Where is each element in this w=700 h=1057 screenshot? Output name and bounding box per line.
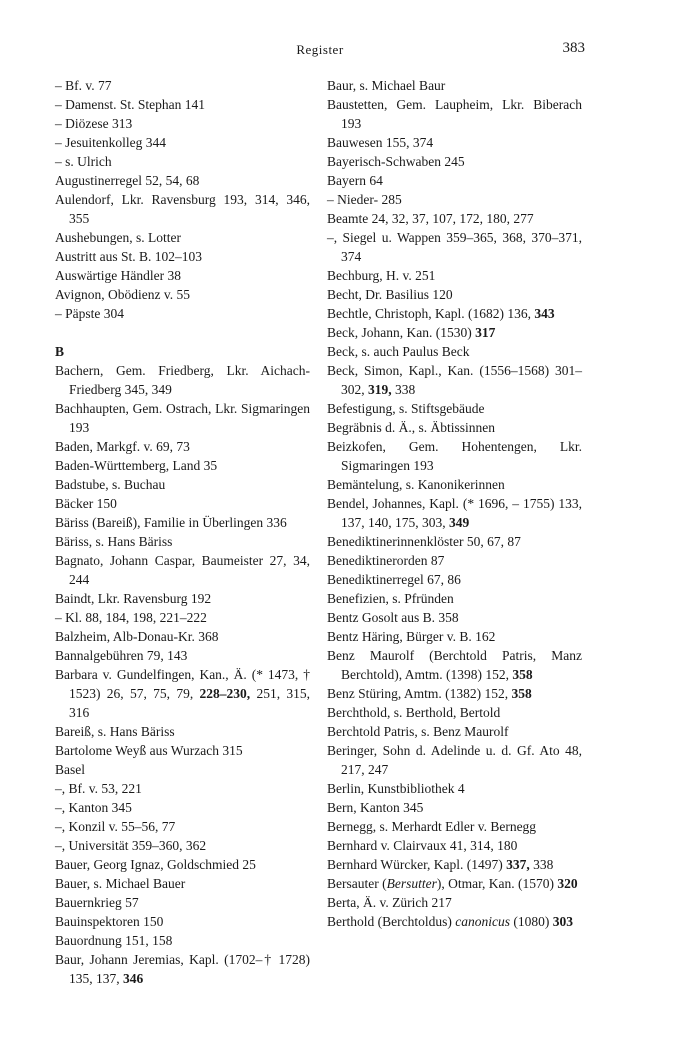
index-entry: Aulendorf, Lkr. Ravensburg 193, 314, 346, 355 xyxy=(55,192,310,226)
index-entry: Benz Maurolf (Berchtold Patris, Manz Berchtold), Amtm. (1398) 152, 358 xyxy=(327,648,582,682)
index-entry: Berchthold, s. Berthold, Bertold xyxy=(327,705,501,720)
index-entry: Beizkofen, Gem. Hohentengen, Lkr. Sigmaringen 193 xyxy=(327,439,582,473)
index-entry: Bartolome Weyß aus Wurzach 315 xyxy=(55,743,243,758)
index-entry: Benediktinerorden 87 xyxy=(327,553,445,568)
index-entry: Baur, Johann Jeremias, Kapl. (1702–† 1728) 135, 137, 346 xyxy=(55,952,310,986)
index-entry: Bechtle, Christoph, Kapl. (1682) 136, 343 xyxy=(327,306,555,321)
page-number: 383 xyxy=(562,40,585,56)
index-entry: Avignon, Obödienz v. 55 xyxy=(55,287,190,302)
index-entry: Beck, Simon, Kapl., Kan. (1556–1568) 301–302, 319, 338 xyxy=(327,363,582,397)
running-head: Register xyxy=(296,42,344,57)
index-entry: –, Kanton 345 xyxy=(55,800,132,815)
index-entry: – Kl. 88, 184, 198, 221–222 xyxy=(55,610,207,625)
index-entry: Bernhard v. Clairvaux 41, 314, 180 xyxy=(327,838,518,853)
index-entry: Bachern, Gem. Friedberg, Lkr. Aichach-Friedberg 345, 349 xyxy=(55,363,310,397)
index-entry: Benediktinerinnenklöster 50, 67, 87 xyxy=(327,534,521,549)
index-entry: Bayerisch-Schwaben 245 xyxy=(327,154,465,169)
index-entry: Bemäntelung, s. Kanonikerinnen xyxy=(327,477,505,492)
index-entry: Beck, Johann, Kan. (1530) 317 xyxy=(327,325,496,340)
index-entry: – Diözese 313 xyxy=(55,116,133,131)
index-entry: – Nieder- 285 xyxy=(327,192,402,207)
index-entry: – Damenst. St. Stephan 141 xyxy=(55,97,205,112)
index-entry: Balzheim, Alb-Donau-Kr. 368 xyxy=(55,629,219,644)
index-entry: –, Universität 359–360, 362 xyxy=(55,838,207,853)
index-entry: Bechburg, H. v. 251 xyxy=(327,268,436,283)
index-entry: Bachhaupten, Gem. Ostrach, Lkr. Sigmaringen 193 xyxy=(55,401,310,435)
index-entry: Baur, s. Michael Baur xyxy=(327,78,446,93)
index-entry: Berthold (Berchtoldus) canonicus (1080) 303 xyxy=(327,914,573,929)
index-entry: Bern, Kanton 345 xyxy=(327,800,424,815)
index-entry: – Jesuitenkolleg 344 xyxy=(55,135,166,150)
index-entry: Austritt aus St. B. 102–103 xyxy=(55,249,203,264)
index-entry: Bäriss (Bareiß), Familie in Überlingen 336 xyxy=(55,515,287,530)
index-entry: Baden, Markgf. v. 69, 73 xyxy=(55,439,190,454)
index-entry: Berta, Ä. v. Zürich 217 xyxy=(327,895,452,910)
index-entry: Baden-Württemberg, Land 35 xyxy=(55,458,218,473)
index-entry: Baustetten, Gem. Laupheim, Lkr. Biberach 193 xyxy=(327,97,582,131)
section-gap xyxy=(55,323,310,342)
index-entry: Barbara v. Gundelfingen, Kan., Ä. (* 1473, † 1523) 26, 57, 75, 79, 228–230, 251, 315, 316 xyxy=(55,667,310,720)
index-entry: Bentz Häring, Bürger v. B. 162 xyxy=(327,629,496,644)
index-entry: Becht, Dr. Basilius 120 xyxy=(327,287,453,302)
left-column xyxy=(55,76,310,988)
index-entry: Bernegg, s. Merhardt Edler v. Bernegg xyxy=(327,819,537,834)
index-entry: Bauernkrieg 57 xyxy=(55,895,139,910)
index-entry: Bauwesen 155, 374 xyxy=(327,135,434,150)
index-entry: Bayern 64 xyxy=(327,173,383,188)
index-entry: Beamte 24, 32, 37, 107, 172, 180, 277 xyxy=(327,211,534,226)
index-entry: Bersauter (Bersutter), Otmar, Kan. (1570) 320 xyxy=(327,876,578,891)
index-entry: Beck, s. auch Paulus Beck xyxy=(327,344,470,359)
index-entry: Befestigung, s. Stiftsgebäude xyxy=(327,401,485,416)
index-entry: Baindt, Lkr. Ravensburg 192 xyxy=(55,591,212,606)
index-entry: Basel xyxy=(55,762,85,777)
index-entry: – Bf. v. 77 xyxy=(55,78,112,93)
index-entry: – s. Ulrich xyxy=(55,154,112,169)
index-entry: Bauer, Georg Ignaz, Goldschmied 25 xyxy=(55,857,256,872)
index-entry: Bauinspektoren 150 xyxy=(55,914,164,929)
index-entry: Begräbnis d. Ä., s. Äbtissinnen xyxy=(327,420,495,435)
index-entry: Bareiß, s. Hans Bäriss xyxy=(55,724,175,739)
page-header xyxy=(55,40,585,60)
index-entry: Bauordnung 151, 158 xyxy=(55,933,173,948)
index-entry: Bernhard Würcker, Kapl. (1497) 337, 338 xyxy=(327,857,554,872)
index-entry: –, Bf. v. 53, 221 xyxy=(55,781,142,796)
index-entry: Benefizien, s. Pfründen xyxy=(327,591,454,606)
index-entry: Berlin, Kunstbibliothek 4 xyxy=(327,781,465,796)
index-entry: Bagnato, Johann Caspar, Baumeister 27, 34, 244 xyxy=(55,553,310,587)
index-entry: Benz Stüring, Amtm. (1382) 152, 358 xyxy=(327,686,532,701)
index-entry: Benediktinerregel 67, 86 xyxy=(327,572,461,587)
index-entry: Badstube, s. Buchau xyxy=(55,477,166,492)
right-column xyxy=(327,76,582,931)
index-entry: –, Siegel u. Wappen 359–365, 368, 370–371, 374 xyxy=(327,230,582,264)
index-entry: Berchtold Patris, s. Benz Maurolf xyxy=(327,724,509,739)
index-entry: Bäcker 150 xyxy=(55,496,117,511)
section-letter-heading: B xyxy=(55,344,65,359)
index-entry: Bauer, s. Michael Bauer xyxy=(55,876,186,891)
index-entry: Augustinerregel 52, 54, 68 xyxy=(55,173,200,188)
index-entry: – Päpste 304 xyxy=(55,306,124,321)
index-entry: Bendel, Johannes, Kapl. (* 1696, – 1755) 133, 137, 140, 175, 303, 349 xyxy=(327,496,582,530)
index-entry: Beringer, Sohn d. Adelinde u. d. Gf. Ato 48, 217, 247 xyxy=(327,743,582,777)
index-entry: Aushebungen, s. Lotter xyxy=(55,230,181,245)
index-entry: Bentz Gosolt aus B. 358 xyxy=(327,610,459,625)
index-entry: Auswärtige Händler 38 xyxy=(55,268,181,283)
index-entry: Bannalgebühren 79, 143 xyxy=(55,648,188,663)
index-entry: –, Konzil v. 55–56, 77 xyxy=(55,819,176,834)
index-entry: Bäriss, s. Hans Bäriss xyxy=(55,534,173,549)
